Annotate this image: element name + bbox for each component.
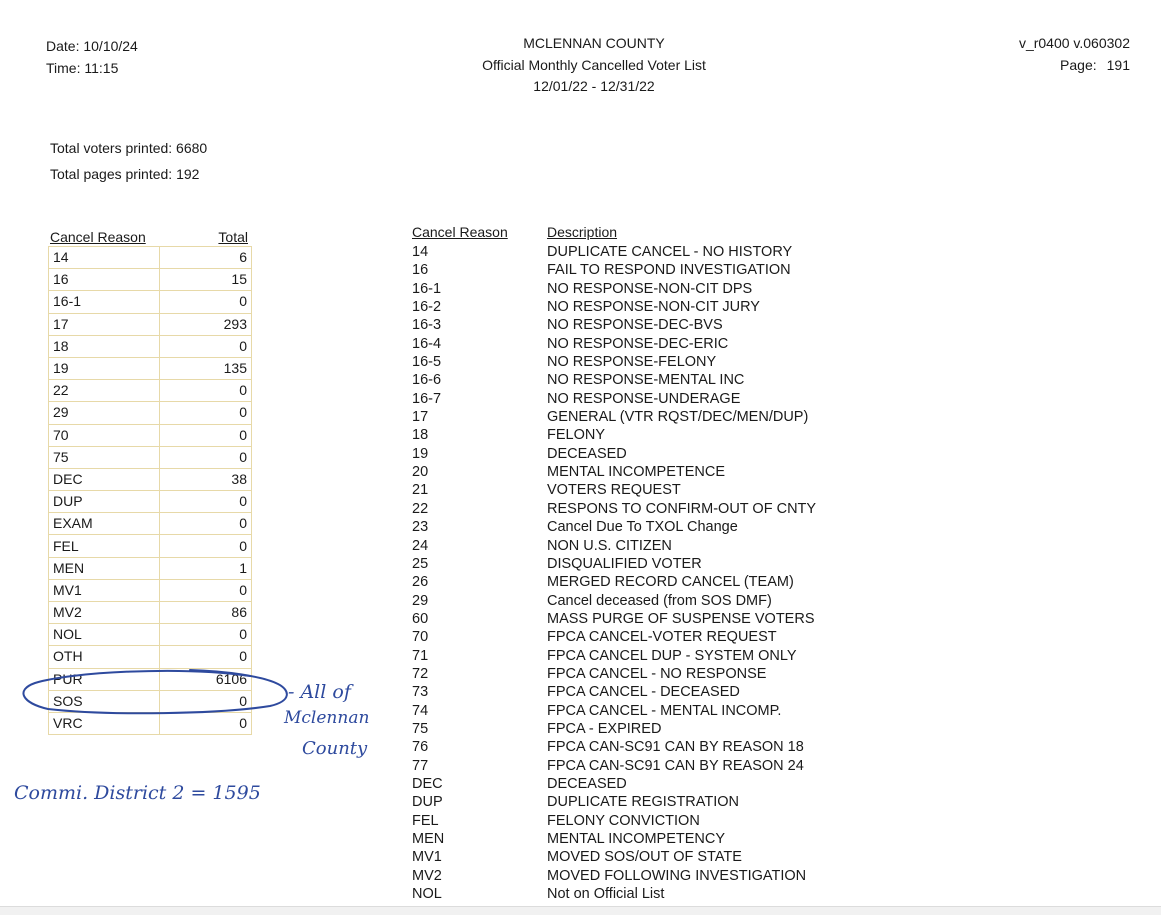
summary-col-reason: Cancel Reason	[50, 229, 146, 245]
summary-total-cell: 6	[160, 247, 252, 269]
description-text: DUPLICATE CANCEL - NO HISTORY	[547, 244, 793, 260]
description-code: 71	[412, 647, 429, 664]
description-text: NO RESPONSE-NON-CIT JURY	[547, 299, 760, 316]
description-text: MENTAL INCOMPETENCY	[547, 831, 726, 847]
description-code: 70	[412, 629, 429, 646]
summary-reason-cell: MV2	[49, 602, 160, 624]
description-text: NO RESPONSE-DEC-ERIC	[547, 335, 729, 352]
summary-reason-cell: MV1	[49, 579, 160, 601]
description-code: DUP	[412, 794, 443, 811]
description-code: 16-2	[412, 299, 442, 316]
description-text: RESPONS TO CONFIRM-OUT OF CNTY	[547, 500, 817, 517]
note-mclennan: Mclennan	[284, 708, 370, 728]
description-code: 18	[412, 427, 429, 444]
description-text: DECEASED	[547, 775, 627, 792]
description-code: 76	[412, 739, 429, 756]
description-code: 74	[412, 702, 429, 719]
summary-total-cell: 0	[160, 513, 252, 535]
summary-reason-cell: EXAM	[49, 513, 160, 535]
page-label: Page:	[1060, 57, 1097, 73]
description-code: 23	[412, 519, 429, 536]
description-text: FPCA CANCEL - MENTAL INCOMP.	[547, 702, 782, 719]
description-col-desc: Description	[547, 224, 618, 240]
description-code: 29	[412, 592, 429, 609]
summary-reason-cell: 29	[49, 402, 160, 424]
summary-total-cell: 0	[160, 624, 252, 646]
summary-total-cell: 0	[160, 291, 252, 313]
description-code: NOL	[412, 886, 442, 903]
description-text: FPCA CANCEL - NO RESPONSE	[547, 665, 767, 682]
description-text: FELONY	[547, 427, 606, 444]
report-version: v_r0400 v.060302	[1018, 35, 1130, 51]
description-text: MOVED SOS/OUT OF STATE	[547, 849, 742, 866]
description-code: 16-5	[412, 354, 442, 371]
summary-total-cell: 0	[160, 491, 252, 513]
description-code: 26	[412, 574, 429, 591]
description-text: NO RESPONSE-DEC-BVS	[547, 317, 723, 334]
summary-reason-cell: 70	[49, 424, 160, 446]
summary-reason-cell: NOL	[49, 624, 160, 646]
description-code: 19	[412, 445, 429, 462]
description-code: 77	[412, 757, 429, 774]
report-title: Official Monthly Cancelled Voter List	[482, 56, 706, 73]
description-code: MV2	[412, 867, 442, 884]
summary-reason-cell: 17	[49, 313, 160, 335]
description-text: FELONY CONVICTION	[547, 812, 700, 829]
summary-total-cell: 0	[160, 712, 252, 734]
summary-reason-cell: OTH	[49, 646, 160, 668]
summary-reason-cell: 22	[49, 380, 160, 402]
description-code: 22	[412, 500, 429, 517]
description-text: NO RESPONSE-NON-CIT DPS	[547, 280, 753, 297]
description-text: MENTAL INCOMPETENCE	[547, 464, 726, 481]
county-name: MCLENNAN COUNTY	[523, 35, 665, 51]
summary-reason-cell: 16-1	[49, 291, 160, 313]
summary-reason-cell: VRC	[49, 712, 160, 734]
description-text: Not on Official List	[547, 886, 665, 903]
summary-reason-cell: SOS	[49, 690, 160, 712]
description-code: 21	[412, 482, 429, 499]
summary-total-cell: 0	[160, 402, 252, 424]
description-text: DECEASED	[547, 445, 627, 462]
summary-reason-cell: MEN	[49, 557, 160, 579]
page-number: 191	[1106, 57, 1130, 73]
description-code: 60	[412, 610, 429, 627]
description-code: MEN	[412, 831, 445, 847]
report-date: Date: 10/10/24	[46, 38, 138, 54]
summary-reason-cell: 75	[49, 446, 160, 468]
description-code: FEL	[412, 812, 439, 829]
description-text: FPCA CANCEL-VOTER REQUEST	[547, 629, 777, 646]
summary-total-cell: 0	[160, 380, 252, 402]
description-text: NO RESPONSE-UNDERAGE	[547, 390, 741, 407]
description-text: FPCA CANCEL DUP - SYSTEM ONLY	[547, 647, 797, 664]
description-text: FAIL TO RESPOND INVESTIGATION	[547, 262, 791, 279]
summary-total-cell: 38	[160, 468, 252, 490]
description-text: FPCA - EXPIRED	[547, 720, 662, 737]
description-code: MV1	[412, 849, 442, 866]
description-code: 20	[412, 464, 429, 481]
summary-total-cell: 15	[160, 269, 252, 291]
description-text: FPCA CAN-SC91 CAN BY REASON 24	[547, 757, 804, 774]
summary-total-cell: 6106	[160, 668, 252, 690]
summary-total-cell: 1	[160, 557, 252, 579]
description-code: 17	[412, 409, 429, 426]
description-text: MOVED FOLLOWING INVESTIGATION	[547, 867, 807, 884]
summary-reason-cell: DEC	[49, 468, 160, 490]
summary-reason-cell: 19	[49, 357, 160, 379]
summary-reason-cell: 14	[49, 247, 160, 269]
total-pages-printed: Total pages printed: 192	[50, 166, 200, 182]
summary-total-cell: 0	[160, 579, 252, 601]
summary-reason-cell: 18	[49, 335, 160, 357]
summary-total-cell: 135	[160, 357, 252, 379]
description-code: 72	[412, 665, 429, 682]
note-district-count: Commi. District 2 = 1595	[14, 782, 261, 804]
summary-total-cell: 0	[160, 424, 252, 446]
summary-reason-cell: FEL	[49, 535, 160, 557]
description-code: 14	[412, 244, 429, 260]
date-range: 12/01/22 - 12/31/22	[533, 78, 655, 94]
total-voters-printed: Total voters printed: 6680	[50, 140, 208, 156]
summary-total-cell: 0	[160, 446, 252, 468]
report-time: Time: 11:15	[46, 60, 119, 76]
description-text: Cancel deceased (from SOS DMF)	[547, 592, 772, 609]
summary-total-cell: 0	[160, 535, 252, 557]
description-text: MASS PURGE OF SUSPENSE VOTERS	[547, 610, 815, 627]
description-code: 16	[412, 262, 429, 279]
description-code: 16-4	[412, 335, 442, 352]
description-text: GENERAL (VTR RQST/DEC/MEN/DUP)	[547, 409, 809, 426]
description-col-reason: Cancel Reason	[412, 224, 508, 240]
description-text: NO RESPONSE-FELONY	[547, 354, 717, 371]
description-code: 16-1	[412, 280, 442, 297]
description-text: VOTERS REQUEST	[547, 482, 681, 499]
summary-col-total: Total	[218, 229, 248, 245]
description-code: 73	[412, 684, 429, 701]
summary-total-cell: 293	[160, 313, 252, 335]
description-code: 25	[412, 555, 429, 572]
description-text: NON U.S. CITIZEN	[547, 537, 672, 554]
pur-circle-annotation	[23, 670, 286, 713]
summary-total-cell: 86	[160, 602, 252, 624]
summary-reason-cell: PUR	[49, 668, 160, 690]
summary-total-cell: 0	[160, 690, 252, 712]
note-county: County	[302, 738, 368, 759]
summary-total-cell: 0	[160, 646, 252, 668]
description-code: 75	[412, 720, 429, 737]
description-text: MERGED RECORD CANCEL (TEAM)	[547, 574, 794, 591]
description-text: NO RESPONSE-MENTAL INC	[547, 372, 745, 389]
description-text: FPCA CAN-SC91 CAN BY REASON 18	[547, 739, 804, 756]
description-code: 16-7	[412, 390, 442, 407]
summary-reason-cell: 16	[49, 269, 160, 291]
description-code: 16-6	[412, 372, 442, 389]
description-text: DUPLICATE REGISTRATION	[547, 794, 740, 811]
description-code: DEC	[412, 775, 443, 792]
description-text: FPCA CANCEL - DECEASED	[547, 684, 740, 701]
description-code: 24	[412, 537, 429, 554]
description-text: DISQUALIFIED VOTER	[547, 555, 702, 572]
summary-total-cell: 0	[160, 335, 252, 357]
note-all-of: - All of	[288, 681, 351, 703]
summary-reason-cell: DUP	[49, 491, 160, 513]
description-code: 16-3	[412, 317, 442, 334]
description-text: Cancel Due To TXOL Change	[547, 519, 738, 536]
